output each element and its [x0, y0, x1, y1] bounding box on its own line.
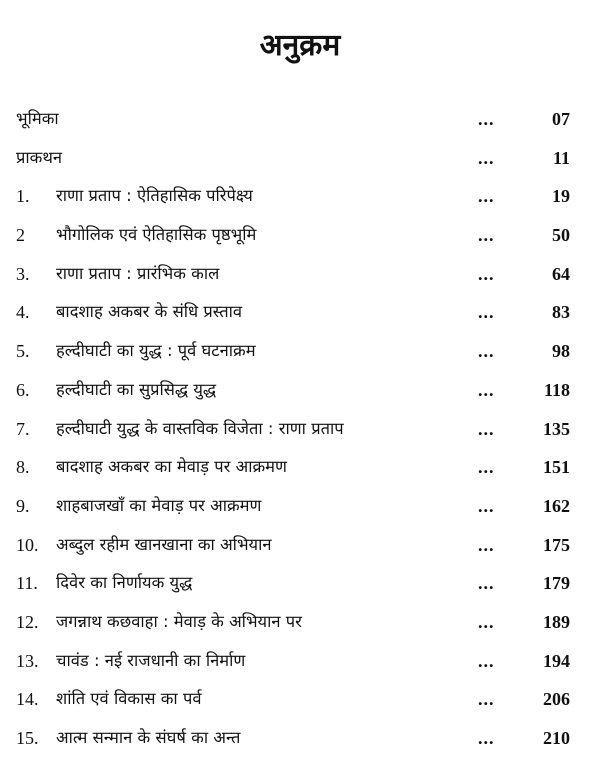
- toc-entry-title: बादशाह अकबर के संधि प्रस्ताव: [56, 302, 243, 322]
- toc-entry-page: 179: [543, 573, 570, 594]
- toc-entry-title: राणा प्रताप : ऐतिहासिक परिपेक्ष्य: [56, 186, 253, 206]
- toc-entry-page: 11: [552, 147, 570, 168]
- toc-row: [0, 293, 600, 332]
- toc-leader-dots: ...: [478, 263, 495, 284]
- toc-entry-page: 194: [543, 650, 570, 671]
- toc-entry-page: 175: [543, 534, 570, 555]
- toc-entry-title: चावंड : नई राजधानी का निर्माण: [56, 650, 246, 670]
- toc-entry-page: 50: [552, 225, 570, 246]
- toc-entry-number: 12.: [16, 611, 39, 632]
- toc-row: [0, 371, 600, 410]
- toc-entry-title: शाहबाजखाँ का मेवाड़ पर आक्रमण: [56, 495, 262, 515]
- toc-row: [0, 139, 600, 178]
- toc-entry-page: 98: [552, 341, 570, 362]
- toc-entry-page: 210: [543, 728, 570, 748]
- toc-row: [0, 216, 600, 255]
- toc-entry-number: 8.: [16, 457, 30, 478]
- toc-entry-title: भौगोलिक एवं ऐतिहासिक पृष्ठभूमि: [56, 225, 257, 245]
- toc-leader-dots: ...: [478, 650, 495, 671]
- table-of-contents: [0, 100, 600, 758]
- toc-entry-number: 6.: [16, 379, 30, 400]
- toc-entry-number: 5.: [16, 341, 30, 362]
- toc-entry-number: 10.: [16, 534, 39, 555]
- toc-entry-number: 11.: [16, 573, 38, 594]
- toc-entry-page: 135: [543, 418, 570, 439]
- toc-entry-title: हल्दीघाटी का सुप्रसिद्ध युद्ध: [56, 379, 217, 399]
- toc-row: [0, 603, 600, 642]
- toc-entry-title: भूमिका: [16, 109, 59, 128]
- toc-leader-dots: ...: [478, 302, 495, 323]
- toc-leader-dots: ...: [478, 457, 495, 478]
- toc-entry-number: 9.: [16, 495, 30, 516]
- toc-entry-title: अब्दुल रहीम खानखाना का अभियान: [56, 534, 272, 554]
- toc-entry-page: 83: [552, 302, 570, 323]
- toc-entry-page: 19: [552, 186, 570, 207]
- toc-leader-dots: ...: [478, 689, 495, 710]
- toc-entry-number: 2: [16, 225, 25, 246]
- toc-entry-title: शांति एवं विकास का पर्व: [56, 689, 202, 709]
- toc-row: [0, 100, 600, 139]
- page-title: अनुक्रम: [259, 28, 341, 63]
- toc-row: [0, 564, 600, 603]
- toc-leader-dots: ...: [478, 534, 495, 555]
- toc-row: [0, 719, 600, 758]
- toc-entry-number: 15.: [16, 728, 39, 748]
- toc-leader-dots: ...: [478, 728, 495, 748]
- toc-entry-page: 151: [543, 457, 570, 478]
- toc-row: [0, 642, 600, 681]
- toc-entry-page: 206: [543, 689, 570, 710]
- toc-leader-dots: ...: [478, 186, 495, 207]
- toc-leader-dots: ...: [478, 495, 495, 516]
- toc-leader-dots: ...: [478, 225, 495, 246]
- toc-entry-title: जगन्नाथ कछवाहा : मेवाड़ के अभियान पर: [56, 611, 302, 631]
- toc-entry-number: 14.: [16, 689, 39, 710]
- toc-entry-title: हल्दीघाटी का युद्ध : पूर्व घटनाक्रम: [56, 341, 256, 361]
- toc-row: [0, 448, 600, 487]
- toc-entry-title: आत्म सन्मान के संघर्ष का अन्त: [56, 728, 241, 747]
- toc-entry-page: 64: [552, 263, 570, 284]
- toc-entry-number: 7.: [16, 418, 30, 439]
- toc-row: [0, 487, 600, 526]
- toc-row: [0, 526, 600, 565]
- toc-entry-title: प्राकथन: [16, 147, 63, 167]
- toc-leader-dots: ...: [478, 147, 495, 168]
- toc-leader-dots: ...: [478, 573, 495, 594]
- toc-leader-dots: ...: [478, 611, 495, 632]
- toc-leader-dots: ...: [478, 418, 495, 439]
- toc-entry-number: 13.: [16, 650, 39, 671]
- toc-row: [0, 177, 600, 216]
- toc-entry-page: 07: [552, 109, 570, 129]
- toc-entry-number: 3.: [16, 263, 30, 284]
- toc-entry-title: हल्दीघाटी युद्ध के वास्तविक विजेता : राणा प्रताप: [56, 418, 344, 438]
- toc-row: [0, 255, 600, 294]
- toc-entry-page: 118: [543, 379, 570, 400]
- toc-leader-dots: ...: [478, 379, 495, 400]
- toc-entry-number: 1.: [16, 186, 30, 207]
- toc-entry-title: बादशाह अकबर का मेवाड़ पर आक्रमण: [56, 457, 287, 477]
- toc-entry-title: राणा प्रताप : प्रारंभिक काल: [56, 263, 220, 283]
- toc-row: [0, 410, 600, 449]
- toc-row: [0, 332, 600, 371]
- toc-entry-page: 162: [543, 495, 570, 516]
- toc-entry-page: 189: [543, 611, 570, 632]
- toc-leader-dots: ...: [478, 109, 495, 129]
- toc-entry-title: दिवेर का निर्णायक युद्ध: [56, 573, 193, 593]
- toc-leader-dots: ...: [478, 341, 495, 362]
- toc-row: [0, 680, 600, 719]
- toc-entry-number: 4.: [16, 302, 30, 323]
